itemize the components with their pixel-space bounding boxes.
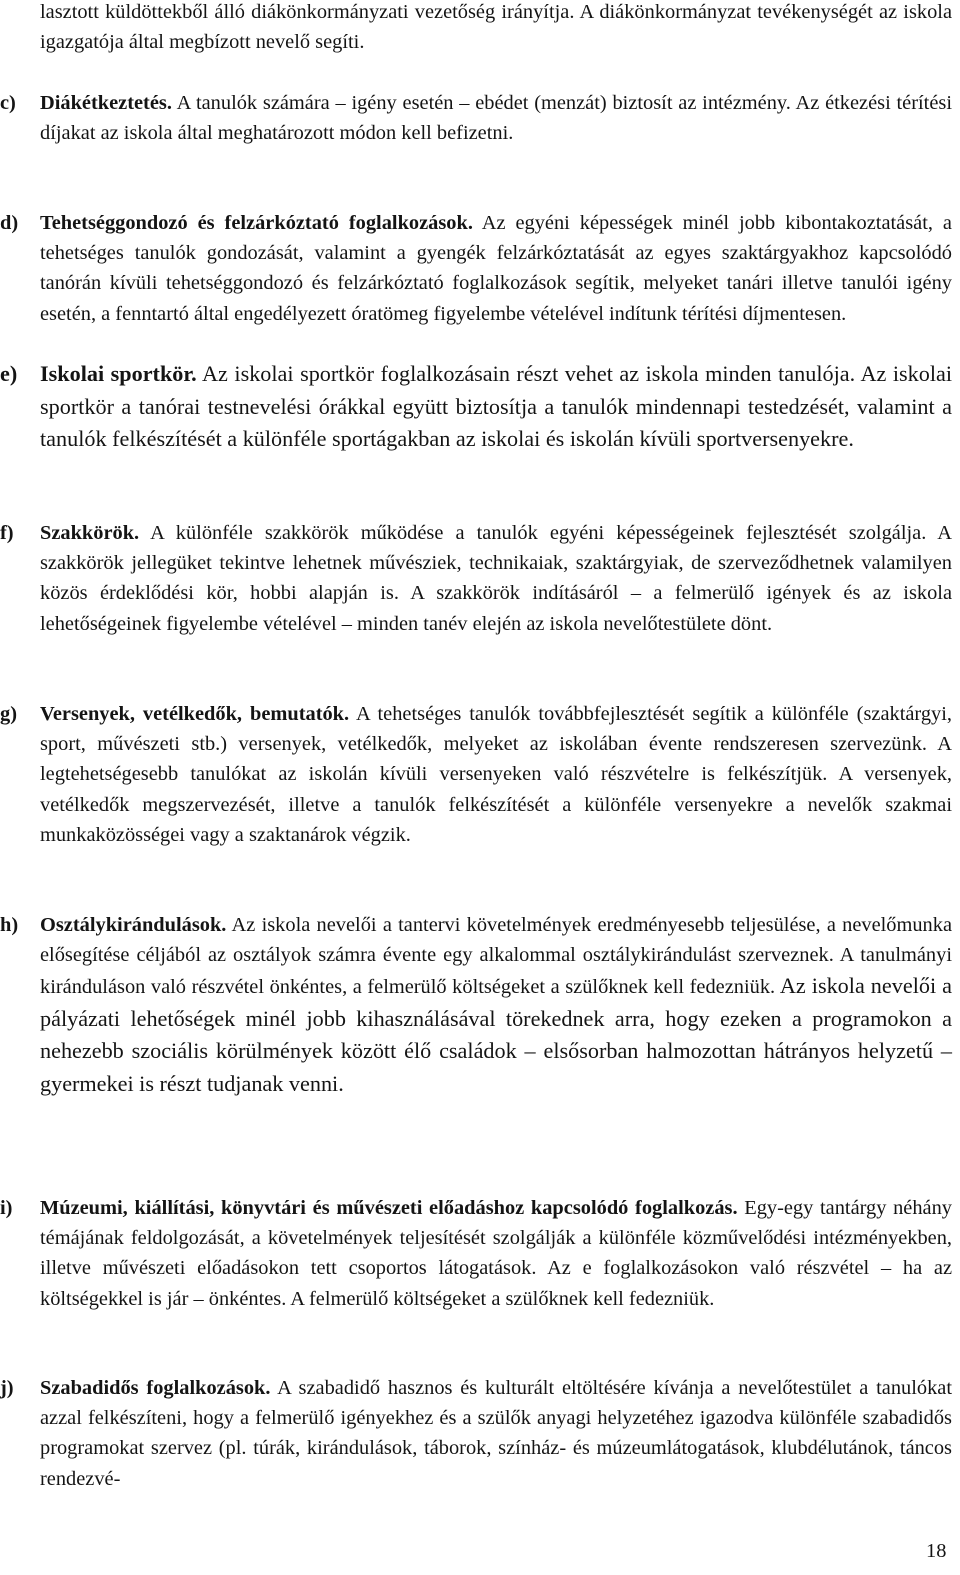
item-title: Versenyek, vetélkedők, bemutatók. bbox=[40, 703, 350, 725]
item-body: A szabadidő hasznos és kulturált eltöltésére kívánja a nevelőtestület a tanulókat azzal felkészíteni, hogy a felmerülő igényekhez és a szülők anyagi helyzetéhez igazodva különféle szabadidős programokat szervez (pl. túrák, kirándulások, táborok, színház- és múzeumlátogatások, klubdélutánok, táncos rendezvé- bbox=[40, 1377, 952, 1490]
item-title: Diákétkeztetés. bbox=[40, 92, 172, 114]
intro-paragraph: lasztott küldöttekből álló diákönkormányzati vezetőség irányítja. A diákönkormányzat tevékenységét az iskola igazgatója által megbízott nevelő segíti. bbox=[40, 1, 952, 54]
item-body: A különféle szakkörök működése a tanulók egyéni képességeinek fejlesztését szolgálja. A szakkörök jellegüket tekintve lehetnek művésziek, technikaiak, szaktárgyiak, de szerveződhetnek valamilyen közös érdeklődési kör, hobbi alapján is. A szakkörök indításáról – a felmerülő igények és az iskola lehetőségeinek figyelembe vételével – minden tanév elején az iskola nevelőtestülete dönt. bbox=[40, 522, 952, 635]
item-title: Múzeumi, kiállítási, könyvtári és művészeti előadáshoz kapcsolódó foglalkozás. bbox=[40, 1197, 738, 1219]
item-title: Tehetséggondozó és felzárkóztató foglalkozások. bbox=[40, 212, 473, 234]
item-label: d) bbox=[0, 212, 19, 234]
item-title: Iskolai sportkör. bbox=[40, 361, 197, 386]
item-title: Szabadidős foglalkozások. bbox=[40, 1377, 271, 1399]
item-body: A tehetséges tanulók továbbfejlesztését segítik a különféle (szaktárgyi, sport, művészeti stb.) versenyek, vetélkedők, melyeket az iskolában évente rendszeresen szervezünk. A legtehetségesebb tanulókat az iskolán kívüli versenyeken való részvételre is felkészítjük. A versenyek, vetélkedők megszervezését, illetve a tanulók felkészítését a különféle versenyekre a nevelők szakmai munkaközösségei vagy a szaktanárok végzik. bbox=[40, 703, 952, 846]
item-i bbox=[0, 1193, 952, 1314]
item-label: i) bbox=[0, 1197, 13, 1219]
item-body: Az iskolai sportkör foglalkozásain részt vehet az iskola minden tanulója. Az iskolai sportkör a tanórai testnevelési órákkal együtt biztosítja a tanulók mindennapi testedzését, valamint a tanulók felkészítését a különféle sportágakban az iskolai és iskolán kívüli sportversenyekre. bbox=[40, 361, 952, 451]
item-label: g) bbox=[0, 703, 17, 725]
item-d bbox=[0, 208, 952, 329]
item-c bbox=[0, 88, 952, 148]
item-body: A tanulók számára – igény esetén – ebédet (menzát) biztosít az intézmény. Az étkezési térítési díjakat az iskola által meghatározott módon kell befizetni. bbox=[40, 92, 952, 145]
item-j bbox=[0, 1373, 952, 1494]
item-label: f) bbox=[0, 522, 14, 544]
item-label: c) bbox=[0, 92, 16, 114]
item-g bbox=[0, 699, 952, 850]
item-label: j) bbox=[0, 1377, 14, 1399]
item-body: Egy-egy tantárgy néhány témájának feldolgozását, a követelmények teljesítését szolgálják a különféle közművelődési intézményekben, illetve művészeti előadásokon tett csoportos látogatások. Az e foglalkozásokon való részvétel – ha az költségekkel is jár – önkéntes. A felmerülő költségeket a szülőknek kell fedezniük. bbox=[40, 1197, 952, 1310]
page-number: 18 bbox=[926, 1540, 947, 1562]
item-f bbox=[0, 518, 952, 639]
item-body: Az egyéni képességek minél jobb kibontakoztatását, a tehetséges tanulók gondozását, valamint a gyengék felzárkóztatását az egyes szaktárgyakhoz kapcsolódó tanórán kívüli tehetséggondozó és felzárkóztató foglalkozások segítik, melyeket tanári illetve tanulói igény esetén, a fenntartó által engedélyezett óratömeg figyelembe vételével indítunk térítési díjmentesen. bbox=[40, 212, 952, 325]
item-title: Szakkörök. bbox=[40, 522, 140, 544]
item-label: h) bbox=[0, 914, 19, 936]
item-body: Az iskola nevelői a tantervi követelmények eredményesebb teljesülése, a nevelőmunka elősegítése céljából az osztályok számra évente egy alkalommal osztálykirándulást szerveznek. A tanulmányi kiránduláson való részvétel önkéntes, a felmerülő költségeket a szülőknek kell fedezniük. bbox=[40, 914, 952, 999]
item-body-large: Az iskola nevelői a pályázati lehetőségek minél jobb kihasználásával törekednek arra, hogy ezeken a programokon a nehezebb szociális körülmények között élő családok – elsősorban halmozottan hátrányos helyzetű – gyermekei is részt tudjanak venni. bbox=[40, 973, 952, 1096]
item-title: Osztálykirándulások. bbox=[40, 914, 227, 936]
item-h bbox=[0, 910, 952, 1100]
item-e bbox=[0, 358, 952, 456]
item-label: e) bbox=[0, 361, 18, 386]
